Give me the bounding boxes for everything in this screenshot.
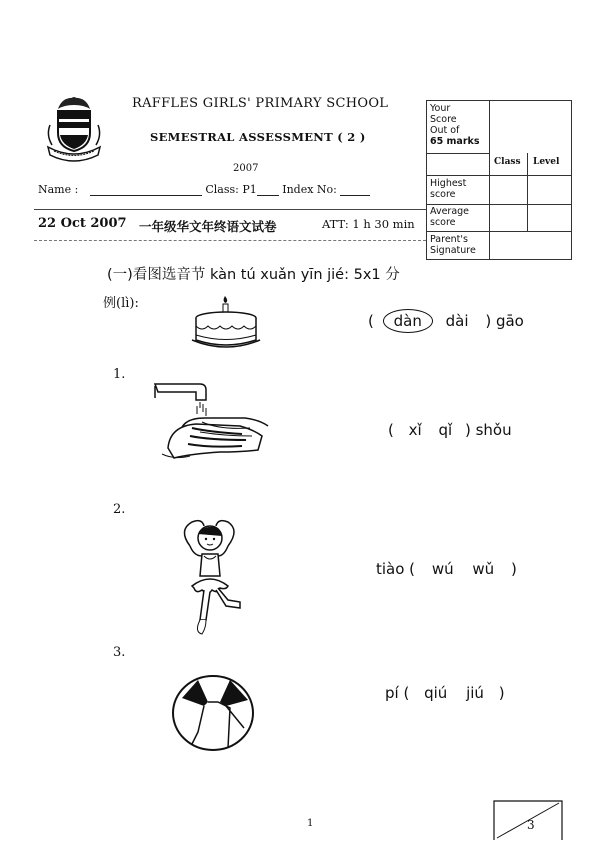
question-1-number: 1. xyxy=(113,367,126,382)
washing-hands-picture xyxy=(150,378,275,460)
name-field[interactable] xyxy=(90,184,202,196)
example-option-b[interactable]: dài xyxy=(445,312,469,330)
average-score-label: Average score xyxy=(430,206,470,228)
section-instruction xyxy=(107,263,400,284)
assessment-title: SEMESTRAL ASSESSMENT ( 2 ) xyxy=(150,130,366,144)
index-field[interactable] xyxy=(340,184,370,196)
your-score-label: Your Score Out of 65 marks xyxy=(430,103,480,147)
instruction-cn: (一)看图选音节 xyxy=(107,267,206,283)
school-name: RAFFLES GIRLS' PRIMARY SCHOOL xyxy=(132,96,389,111)
section-marks: 3 xyxy=(527,818,535,832)
index-label: Index No: xyxy=(282,183,337,196)
class-field[interactable] xyxy=(257,184,279,196)
student-info-row xyxy=(38,183,370,196)
question-1-option-b[interactable]: qǐ xyxy=(438,421,453,439)
example-circled-option[interactable]: dàn xyxy=(383,309,433,333)
instruction-pinyin: kàn tú xuǎn yīn jié: xyxy=(209,267,349,283)
cake-picture xyxy=(188,294,264,350)
allotted-time: ATT: 1 h 30 min xyxy=(322,217,415,231)
level-column-header: Level xyxy=(533,157,560,167)
question-2-option-a[interactable]: wú xyxy=(431,560,454,578)
paper-title: 一年级华文年终语文试卷 xyxy=(139,219,277,234)
example-answer: ( dàn dài ) gāo xyxy=(368,309,524,333)
assessment-year: 2007 xyxy=(233,163,259,174)
class-column-header: Class xyxy=(494,157,521,167)
divider-top xyxy=(34,209,426,210)
school-crest-logo xyxy=(44,95,104,163)
divider-bottom xyxy=(34,240,426,241)
name-label: Name : xyxy=(38,183,79,196)
question-3-options: pí ( qiú jiú ) xyxy=(385,684,505,702)
question-3-option-b[interactable]: jiú xyxy=(466,684,484,702)
question-3-option-a[interactable]: qiú xyxy=(424,684,448,702)
question-1-option-a[interactable]: xǐ xyxy=(408,421,422,439)
parent-signature-label: Parent's Signature xyxy=(430,234,476,256)
ballet-dancer-picture xyxy=(170,516,250,640)
question-3-number: 3. xyxy=(113,645,126,660)
ball-picture xyxy=(168,672,258,754)
marks-allocation: 5x1 分 xyxy=(353,267,400,283)
question-2-option-b[interactable]: wǔ xyxy=(472,560,495,578)
question-1-options: ( xǐ qǐ ) shǒu xyxy=(388,421,512,439)
exam-date: 22 Oct 2007 xyxy=(38,216,127,231)
class-label: Class: P1 xyxy=(205,183,257,196)
page-number: 1 xyxy=(307,818,314,829)
question-2-options: tiào ( wú wǔ ) xyxy=(376,560,517,578)
highest-score-label: Highest score xyxy=(430,178,467,200)
score-table xyxy=(426,100,572,260)
question-2-number: 2. xyxy=(113,502,126,517)
example-label: 例(lì): xyxy=(103,296,139,311)
